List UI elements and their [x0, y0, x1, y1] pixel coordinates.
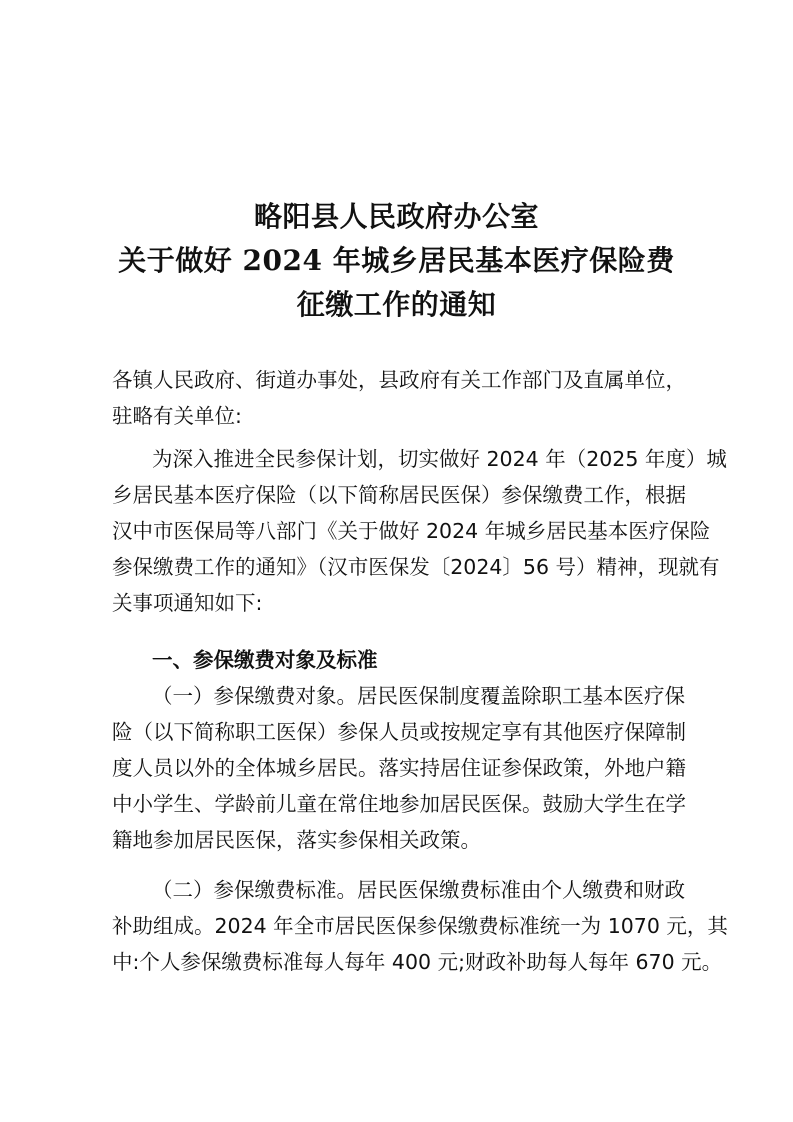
title-line-2: 关于做好 2024 年城乡居民基本医疗保险费: [118, 244, 675, 277]
addressee-line-2: 驻略有关单位:: [112, 404, 242, 428]
addressee-line-1: 各镇人民政府、街道办事处，县政府有关工作部门及直属单位，: [112, 368, 686, 392]
intro-paragraph-line: 参保缴费工作的通知》（汉市医保发〔2024〕56 号）精神，现就有: [112, 555, 720, 579]
intro-paragraph-line: 为深入推进全民参保计划，切实做好 2024 年（2025 年度）城: [152, 447, 727, 471]
title-line-1: 略阳县人民政府办公室: [253, 200, 539, 233]
section-heading-1: 一、参保缴费对象及标准: [152, 648, 378, 672]
section-2-paragraph-line: 中:个人参保缴费标准每人每年 400 元;财政补助每人每年 670 元。: [112, 950, 723, 974]
section-2-paragraph-line: 补助组成。2024 年全市居民医保参保缴费标准统一为 1070 元，其: [112, 914, 728, 938]
section-1-paragraph-line: （一）参保缴费对象。居民医保制度覆盖除职工基本医疗保: [152, 684, 685, 708]
section-1-paragraph-line: 险（以下简称职工医保）参保人员或按规定享有其他医疗保障制: [112, 720, 686, 744]
section-1-paragraph-line: 籍地参加居民医保，落实参保相关政策。: [112, 828, 481, 852]
section-1-paragraph-line: 度人员以外的全体城乡居民。落实持居住证参保政策，外地户籍: [112, 756, 686, 780]
intro-paragraph-line: 汉中市医保局等八部门《关于做好 2024 年城乡居民基本医疗保险: [112, 519, 711, 543]
title-line-3: 征缴工作的通知: [296, 288, 497, 321]
intro-paragraph-line: 乡居民基本医疗保险（以下简称居民医保）参保缴费工作，根据: [112, 483, 686, 507]
intro-paragraph-line: 关事项通知如下:: [112, 591, 263, 615]
section-2-paragraph-line: （二）参保缴费标准。居民医保缴费标准由个人缴费和财政: [152, 878, 685, 902]
section-1-paragraph-line: 中小学生、学龄前儿童在常住地参加居民医保。鼓励大学生在学: [112, 792, 686, 816]
